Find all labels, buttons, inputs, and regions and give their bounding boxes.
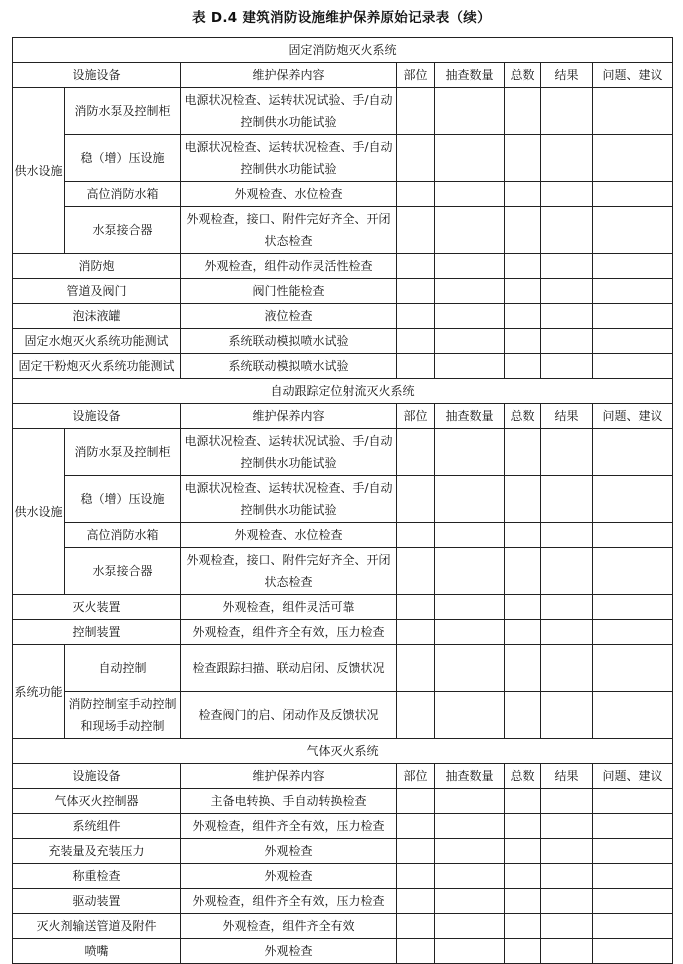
cell-part[interactable]: [397, 595, 435, 620]
cell-total[interactable]: [505, 814, 541, 839]
cell-sample[interactable]: [435, 889, 505, 914]
header-total: 总数: [505, 764, 541, 789]
cell-issues[interactable]: [593, 207, 673, 254]
cell-part[interactable]: [397, 645, 435, 692]
maintenance-content: 系统联动模拟喷水试验: [181, 354, 397, 379]
cell-result[interactable]: [541, 864, 593, 889]
table-row: [13, 279, 673, 304]
maintenance-content: 液位检查: [181, 304, 397, 329]
equipment-name: 水泵接合器: [65, 548, 181, 595]
cell-sample[interactable]: [435, 645, 505, 692]
maintenance-content: 外观检查: [181, 839, 397, 864]
cell-sample[interactable]: [435, 429, 505, 476]
header-sample: 抽查数量: [435, 764, 505, 789]
cell-part[interactable]: [397, 254, 435, 279]
cell-sample[interactable]: [435, 692, 505, 739]
cell-part[interactable]: [397, 135, 435, 182]
section-title: 气体灭火系统: [13, 739, 673, 764]
section-title: 自动跟踪定位射流灭火系统: [13, 379, 673, 404]
cell-part[interactable]: [397, 279, 435, 304]
cell-result[interactable]: [541, 939, 593, 964]
cell-total[interactable]: [505, 548, 541, 595]
cell-issues[interactable]: [593, 548, 673, 595]
header-equipment: 设施设备: [13, 63, 181, 88]
maintenance-content: 电源状况检查、运转状况试验、手/自动控制供水功能试验: [181, 429, 397, 476]
cell-issues[interactable]: [593, 864, 673, 889]
header-sample: 抽查数量: [435, 63, 505, 88]
equipment-name: 固定干粉炮灭火系统功能测试: [13, 354, 181, 379]
cell-total[interactable]: [505, 207, 541, 254]
cell-sample[interactable]: [435, 789, 505, 814]
equipment-name: 充装量及充装压力: [13, 839, 181, 864]
equipment-name: 水泵接合器: [65, 207, 181, 254]
cell-part[interactable]: [397, 207, 435, 254]
cell-result[interactable]: [541, 523, 593, 548]
maintenance-content: 外观检查: [181, 939, 397, 964]
cell-issues[interactable]: [593, 354, 673, 379]
cell-sample[interactable]: [435, 864, 505, 889]
cell-issues[interactable]: [593, 523, 673, 548]
table-row: [13, 789, 673, 814]
cell-result[interactable]: [541, 329, 593, 354]
cell-sample[interactable]: [435, 548, 505, 595]
cell-part[interactable]: [397, 939, 435, 964]
maintenance-content: 阀门性能检查: [181, 279, 397, 304]
cell-total[interactable]: [505, 839, 541, 864]
table-row: [13, 839, 673, 864]
header-content: 维护保养内容: [181, 404, 397, 429]
equipment-name: 固定水炮灭火系统功能测试: [13, 329, 181, 354]
table-row: [13, 523, 673, 548]
cell-sample[interactable]: [435, 88, 505, 135]
cell-total[interactable]: [505, 429, 541, 476]
table-row: [13, 814, 673, 839]
cell-part[interactable]: [397, 620, 435, 645]
maintenance-content: 外观检查，组件动作灵活性检查: [181, 254, 397, 279]
cell-total[interactable]: [505, 254, 541, 279]
section-title: 固定消防炮灭火系统: [13, 38, 673, 63]
cell-issues[interactable]: [593, 88, 673, 135]
cell-sample[interactable]: [435, 304, 505, 329]
cell-issues[interactable]: [593, 839, 673, 864]
header-total: 总数: [505, 404, 541, 429]
maintenance-content: 电源状况检查、运转状况试验、手/自动控制供水功能试验: [181, 88, 397, 135]
cell-issues[interactable]: [593, 182, 673, 207]
cell-result[interactable]: [541, 789, 593, 814]
maintenance-content: 外观检查，接口、附件完好齐全、开闭状态检查: [181, 548, 397, 595]
cell-issues[interactable]: [593, 476, 673, 523]
cell-issues[interactable]: [593, 789, 673, 814]
cell-part[interactable]: [397, 814, 435, 839]
cell-issues[interactable]: [593, 889, 673, 914]
cell-result[interactable]: [541, 135, 593, 182]
table-row: [13, 135, 673, 182]
table-row: [13, 864, 673, 889]
header-sample: 抽查数量: [435, 404, 505, 429]
maintenance-content: 外观检查，组件灵活可靠: [181, 595, 397, 620]
cell-result[interactable]: [541, 692, 593, 739]
cell-total[interactable]: [505, 279, 541, 304]
table-row: [13, 429, 673, 476]
cell-result[interactable]: [541, 254, 593, 279]
equipment-name: 灭火装置: [13, 595, 181, 620]
cell-result[interactable]: [541, 279, 593, 304]
cell-sample[interactable]: [435, 839, 505, 864]
table-row: [13, 88, 673, 135]
cell-result[interactable]: [541, 620, 593, 645]
table-row: [13, 692, 673, 739]
maintenance-record-table: [12, 37, 673, 964]
equipment-name: 泡沫液罐: [13, 304, 181, 329]
cell-total[interactable]: [505, 864, 541, 889]
cell-result[interactable]: [541, 88, 593, 135]
group-label-system-function: 系统功能: [13, 645, 65, 739]
maintenance-content: 外观检查，组件齐全有效，压力检查: [181, 620, 397, 645]
cell-total[interactable]: [505, 329, 541, 354]
header-equipment: 设施设备: [13, 764, 181, 789]
cell-result[interactable]: [541, 476, 593, 523]
cell-part[interactable]: [397, 839, 435, 864]
header-content: 维护保养内容: [181, 764, 397, 789]
cell-sample[interactable]: [435, 279, 505, 304]
cell-total[interactable]: [505, 523, 541, 548]
cell-total[interactable]: [505, 692, 541, 739]
table-row: [13, 889, 673, 914]
cell-part[interactable]: [397, 523, 435, 548]
cell-total[interactable]: [505, 789, 541, 814]
cell-result[interactable]: [541, 429, 593, 476]
header-total: 总数: [505, 63, 541, 88]
cell-issues[interactable]: [593, 814, 673, 839]
table-row: [13, 354, 673, 379]
maintenance-content: 外观检查、水位检查: [181, 523, 397, 548]
header-issues: 问题、建议: [593, 764, 673, 789]
table-row: [13, 620, 673, 645]
cell-result[interactable]: [541, 889, 593, 914]
equipment-name: 高位消防水箱: [65, 523, 181, 548]
cell-result[interactable]: [541, 182, 593, 207]
cell-total[interactable]: [505, 620, 541, 645]
equipment-name: 称重检查: [13, 864, 181, 889]
cell-part[interactable]: [397, 354, 435, 379]
table-row: [13, 182, 673, 207]
equipment-name: 稳（增）压设施: [65, 135, 181, 182]
header-row: [13, 764, 673, 789]
equipment-name: 控制装置: [13, 620, 181, 645]
cell-sample[interactable]: [435, 814, 505, 839]
maintenance-content: 外观检查，接口、附件完好齐全、开闭状态检查: [181, 207, 397, 254]
cell-issues[interactable]: [593, 429, 673, 476]
table-row: [13, 548, 673, 595]
cell-sample[interactable]: [435, 354, 505, 379]
maintenance-content: 电源状况检查、运转状况检查、手/自动控制供水功能试验: [181, 135, 397, 182]
maintenance-content: 外观检查、水位检查: [181, 182, 397, 207]
cell-sample[interactable]: [435, 254, 505, 279]
cell-issues[interactable]: [593, 595, 673, 620]
equipment-name: 喷嘴: [13, 939, 181, 964]
cell-part[interactable]: [397, 864, 435, 889]
table-row: [13, 329, 673, 354]
cell-total[interactable]: [505, 889, 541, 914]
maintenance-content: 电源状况检查、运转状况检查、手/自动控制供水功能试验: [181, 476, 397, 523]
cell-result[interactable]: [541, 595, 593, 620]
header-part: 部位: [397, 404, 435, 429]
cell-total[interactable]: [505, 304, 541, 329]
cell-sample[interactable]: [435, 523, 505, 548]
cell-issues[interactable]: [593, 692, 673, 739]
group-label-water-supply: 供水设施: [13, 429, 65, 595]
maintenance-content: 外观检查，组件齐全有效: [181, 914, 397, 939]
header-part: 部位: [397, 63, 435, 88]
header-result: 结果: [541, 404, 593, 429]
cell-sample[interactable]: [435, 182, 505, 207]
cell-sample[interactable]: [435, 595, 505, 620]
cell-sample[interactable]: [435, 207, 505, 254]
cell-issues[interactable]: [593, 645, 673, 692]
section-row: [13, 739, 673, 764]
cell-sample[interactable]: [435, 135, 505, 182]
cell-part[interactable]: [397, 329, 435, 354]
cell-result[interactable]: [541, 354, 593, 379]
cell-sample[interactable]: [435, 939, 505, 964]
cell-total[interactable]: [505, 476, 541, 523]
header-issues: 问题、建议: [593, 404, 673, 429]
cell-part[interactable]: [397, 429, 435, 476]
section-row: [13, 38, 673, 63]
maintenance-content: 主备电转换、手自动转换检查: [181, 789, 397, 814]
header-content: 维护保养内容: [181, 63, 397, 88]
maintenance-content: 检查跟踪扫描、联动启闭、反馈状况: [181, 645, 397, 692]
equipment-name: 气体灭火控制器: [13, 789, 181, 814]
cell-issues[interactable]: [593, 254, 673, 279]
equipment-name: 驱动装置: [13, 889, 181, 914]
equipment-name: 灭火剂输送管道及附件: [13, 914, 181, 939]
cell-sample[interactable]: [435, 620, 505, 645]
cell-issues[interactable]: [593, 304, 673, 329]
cell-issues[interactable]: [593, 939, 673, 964]
cell-part[interactable]: [397, 692, 435, 739]
cell-result[interactable]: [541, 839, 593, 864]
cell-part[interactable]: [397, 889, 435, 914]
equipment-name: 系统组件: [13, 814, 181, 839]
equipment-name: 消防控制室手动控制和现场手动控制: [65, 692, 181, 739]
equipment-name: 消防水泵及控制柜: [65, 88, 181, 135]
cell-total[interactable]: [505, 135, 541, 182]
table-row: [13, 595, 673, 620]
table-row: [13, 645, 673, 692]
cell-result[interactable]: [541, 645, 593, 692]
cell-total[interactable]: [505, 88, 541, 135]
section-row: [13, 379, 673, 404]
cell-total[interactable]: [505, 182, 541, 207]
cell-part[interactable]: [397, 304, 435, 329]
cell-total[interactable]: [505, 645, 541, 692]
cell-total[interactable]: [505, 939, 541, 964]
table-row: [13, 254, 673, 279]
cell-part[interactable]: [397, 548, 435, 595]
cell-result[interactable]: [541, 548, 593, 595]
cell-result[interactable]: [541, 207, 593, 254]
cell-sample[interactable]: [435, 329, 505, 354]
header-result: 结果: [541, 63, 593, 88]
page-title: 表 D.4 建筑消防设施维护保养原始记录表（续）: [192, 10, 491, 26]
equipment-name: 高位消防水箱: [65, 182, 181, 207]
cell-issues[interactable]: [593, 279, 673, 304]
cell-result[interactable]: [541, 814, 593, 839]
header-row: [13, 404, 673, 429]
cell-part[interactable]: [397, 88, 435, 135]
cell-result[interactable]: [541, 304, 593, 329]
cell-part[interactable]: [397, 476, 435, 523]
header-row: [13, 63, 673, 88]
maintenance-content: 外观检查，组件齐全有效，压力检查: [181, 814, 397, 839]
equipment-name: 管道及阀门: [13, 279, 181, 304]
maintenance-content: 系统联动模拟喷水试验: [181, 329, 397, 354]
cell-issues[interactable]: [593, 135, 673, 182]
maintenance-content: 外观检查: [181, 864, 397, 889]
cell-sample[interactable]: [435, 476, 505, 523]
maintenance-content: 外观检查，组件齐全有效，压力检查: [181, 889, 397, 914]
cell-part[interactable]: [397, 789, 435, 814]
cell-issues[interactable]: [593, 620, 673, 645]
cell-part[interactable]: [397, 182, 435, 207]
equipment-name: 消防水泵及控制柜: [65, 429, 181, 476]
table-row: [13, 476, 673, 523]
header-result: 结果: [541, 764, 593, 789]
table-row: [13, 304, 673, 329]
table-row: [13, 939, 673, 964]
maintenance-content: 检查阀门的启、闭动作及反馈状况: [181, 692, 397, 739]
header-issues: 问题、建议: [593, 63, 673, 88]
equipment-name: 自动控制: [65, 645, 181, 692]
cell-issues[interactable]: [593, 329, 673, 354]
header-equipment: 设施设备: [13, 404, 181, 429]
group-label-water-supply: 供水设施: [13, 88, 65, 254]
equipment-name: 消防炮: [13, 254, 181, 279]
table-row: [13, 207, 673, 254]
equipment-name: 稳（增）压设施: [65, 476, 181, 523]
header-part: 部位: [397, 764, 435, 789]
cell-total[interactable]: [505, 354, 541, 379]
cell-total[interactable]: [505, 595, 541, 620]
